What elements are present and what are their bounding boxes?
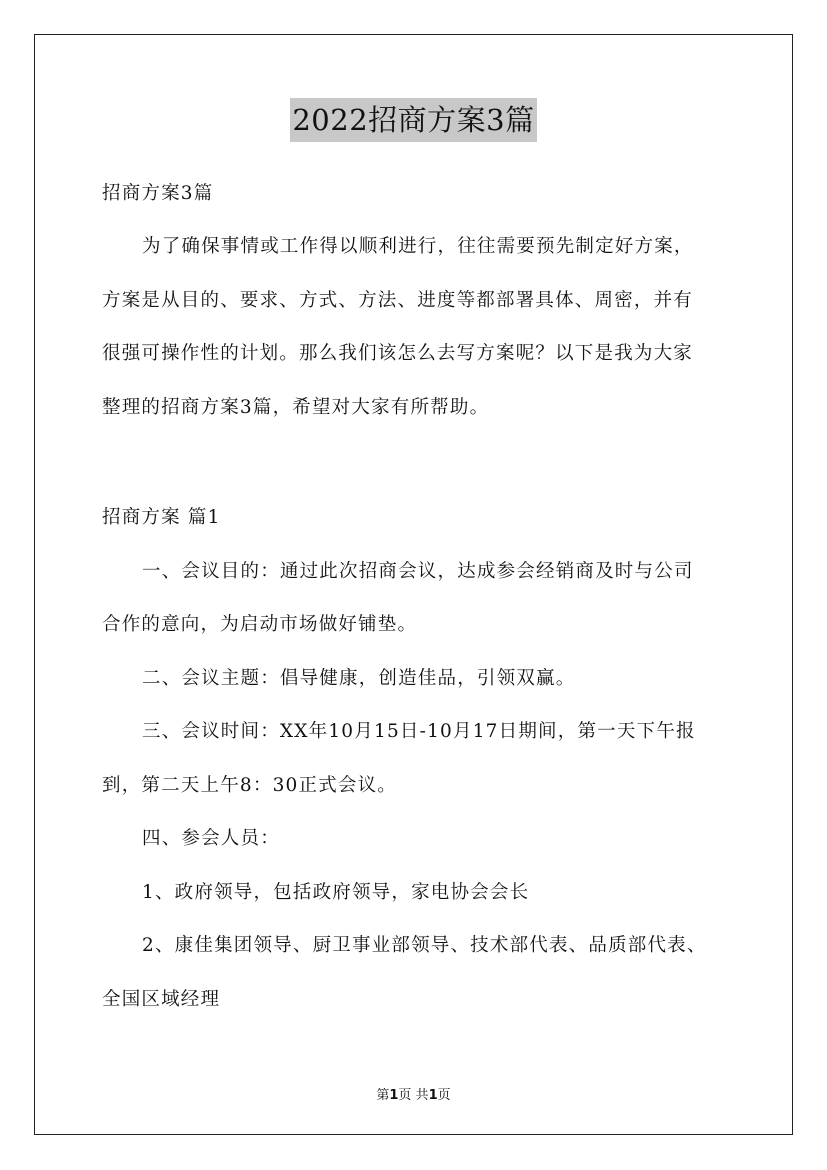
attendee-2-line-2: 全国区域经理 <box>102 989 221 1010</box>
intro-line-2: 方案是从目的、要求、方式、方法、进度等都部署具体、周密，并有 <box>102 290 694 311</box>
footer-middle: 页 共 <box>398 1088 429 1103</box>
item-time-line-1: 三、会议时间：XX年10月15日-10月17日期间，第一天下午报 <box>142 721 696 742</box>
attendee-2-line-1: 2、康佳集团领导、厨卫事业部领导、技术部代表、品质部代表、 <box>142 935 707 956</box>
item-theme: 二、会议主题：倡导健康，创造佳品，引领双赢。 <box>142 668 576 689</box>
intro-line-3: 很强可操作性的计划。那么我们该怎么去写方案呢？以下是我为大家 <box>102 343 694 364</box>
title-container <box>0 98 827 142</box>
intro-line-1: 为了确保事情或工作得以顺利进行，往往需要预先制定好方案， <box>142 236 694 257</box>
subtitle: 招商方案3篇 <box>102 183 214 204</box>
footer-prefix: 第 <box>376 1088 390 1103</box>
footer-suffix: 页 <box>437 1088 451 1103</box>
item-purpose-line-2: 合作的意向，为启动市场做好铺垫。 <box>102 614 418 635</box>
item-purpose-line-1: 一、会议目的：通过此次招商会议，达成参会经销商及时与公司 <box>142 561 694 582</box>
document-title: 2022招商方案3篇 <box>290 98 536 142</box>
attendee-1: 1、政府领导，包括政府领导，家电协会会长 <box>142 882 530 903</box>
page-footer <box>0 1084 827 1103</box>
footer-total-pages: 1 <box>428 1088 438 1103</box>
item-attendees: 四、参会人员： <box>142 828 280 849</box>
item-time-line-2: 到，第二天上午8：30正式会议。 <box>102 775 398 796</box>
footer-page-number: 1 <box>389 1088 399 1103</box>
intro-line-4: 整理的招商方案3篇，希望对大家有所帮助。 <box>102 397 490 418</box>
section-heading: 招商方案 篇1 <box>102 507 221 528</box>
